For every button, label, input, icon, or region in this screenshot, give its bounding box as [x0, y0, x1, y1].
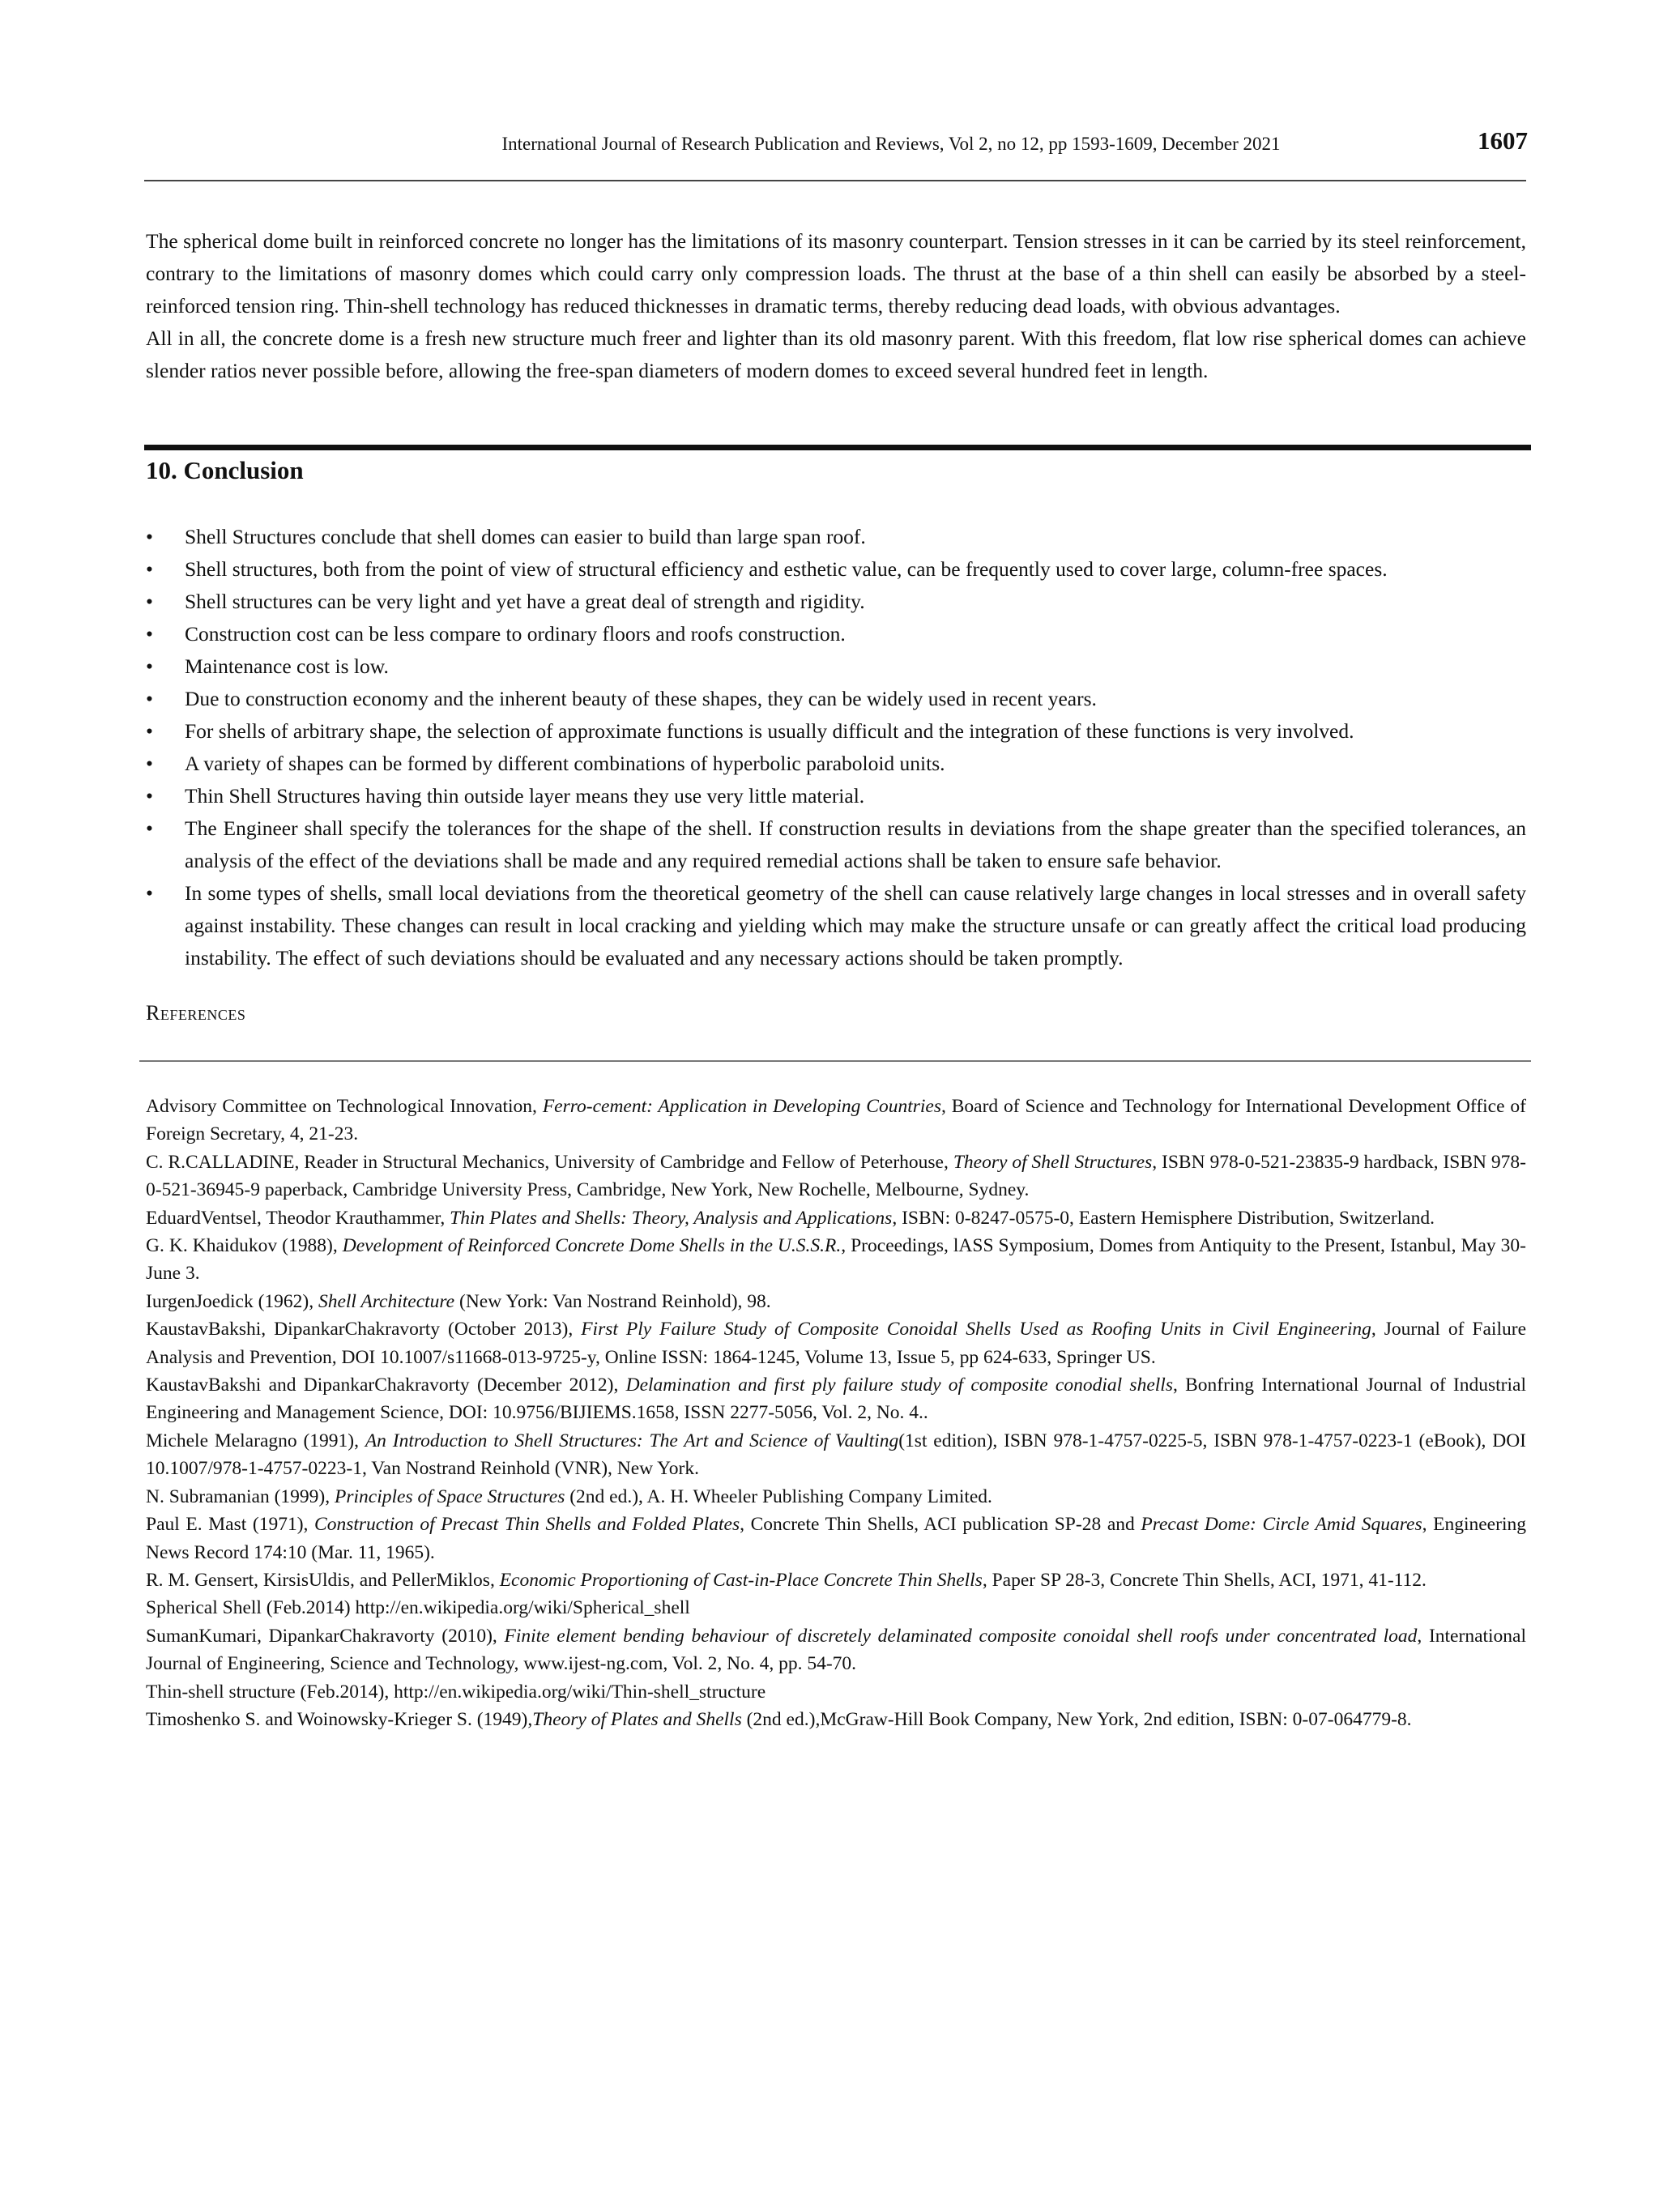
list-item	[146, 586, 1526, 618]
reference-title: Precast Dome: Circle Amid Squares	[1141, 1514, 1422, 1536]
list-item	[146, 683, 1526, 715]
reference-title: Principles of Space Structures	[335, 1485, 565, 1507]
reference-title: Development of Reinforced Concrete Dome Shells in the U.S.S.R.	[342, 1235, 842, 1257]
reference-title: Ferro-cement: Application in Developing Countries	[542, 1096, 941, 1117]
list-item-text: In some types of shells, small local deviations from the theoretical geometry of the shell can cause relatively large changes in local stresses and in overall safety against instability. These changes can result in local cracking and yielding which may make the structure unsafe or can greatly affect the critical load producing instability. The effect of such deviations should be evaluated and any necessary actions should be taken promptly.	[185, 881, 1526, 970]
list-item-text: Maintenance cost is low.	[185, 654, 389, 678]
reference-entry: Paul E. Mast (1971), Construction of Precast Thin Shells and Folded Plates, Concrete Thin Shells, ACI publication SP-28 and Precast Dome: Circle Amid Squares, Engineering News Record 174:10 (Mar. 11, 1965).	[146, 1514, 1526, 1563]
reference-entry: KaustavBakshi and DipankarChakravorty (December 2012), Delamination and first ply failure study of composite conodial shells, Bonfring International Journal of Industrial Engineering and Management Science, DOI: 10.9756/BIJIEMS.1658, ISSN 2277-5056, Vol. 2, No. 4..	[146, 1375, 1526, 1424]
reference-entry: SumanKumari, DipankarChakravorty (2010), Finite element bending behaviour of discretely delaminated composite conoidal shell roofs under concentrated load, International Journal of Engineering, Science and Technology, www.ijest-ng.com, Vol. 2, No. 4, pp. 54-70.	[146, 1625, 1527, 1675]
reference-entry: Advisory Committee on Technological Innovation, Ferro-cement: Application in Developing Countries, Board of Science and Technology for International Development Office of Foreign Secretary, 4, 21-23.	[146, 1096, 1526, 1145]
reference-title: First Ply Failure Study of Composite Conoidal Shells Used as Roofing Units in Civil Engineering	[581, 1319, 1371, 1340]
header-divider	[144, 180, 1526, 181]
list-item	[146, 748, 1526, 780]
intro-text	[146, 225, 1526, 387]
reference-entry: G. K. Khaidukov (1988), Development of Reinforced Concrete Dome Shells in the U.S.S.R., Proceedings, lASS Symposium, Domes from Antiquity to the Present, Istanbul, May 30-June 3.	[146, 1235, 1526, 1285]
list-item-text: Shell structures can be very light and yet have a great deal of strength and rigidity.	[185, 590, 865, 613]
bullet-icon: •	[146, 881, 153, 905]
list-item	[146, 521, 1526, 553]
references-divider	[139, 1060, 1531, 1062]
reference-title: Finite element bending behaviour of discretely delaminated composite conoidal shell roofs under concentrated load	[504, 1625, 1418, 1647]
section-heading-conclusion: 10. Conclusion	[146, 456, 304, 484]
intro-paragraph: All in all, the concrete dome is a fresh new structure much freer and lighter than its old masonry parent. With this freedom, flat low rise spherical domes can achieve slender ratios never possible before, allowing the free-span diameters of modern domes to exceed several hundred feet in length.	[146, 326, 1526, 382]
bullet-icon: •	[146, 590, 153, 613]
list-item-text: Thin Shell Structures having thin outside layer means they use very little material.	[185, 784, 865, 808]
bullet-icon: •	[146, 719, 153, 743]
list-item-text: The Engineer shall specify the tolerances for the shape of the shell. If construction results in deviations from the shape greater than the specified tolerances, an analysis of the effect of the deviations shall be made and any required remedial actions shall be taken to ensure safe behavior.	[185, 816, 1526, 872]
reference-title: An Introduction to Shell Structures: The Art and Science of Vaulting	[365, 1430, 899, 1451]
reference-entry: C. R.CALLADINE, Reader in Structural Mechanics, University of Cambridge and Fellow of Peterhouse, Theory of Shell Structures, ISBN 978-0-521-23835-9 hardback, ISBN 978-0-521-36945-9 paperback, Cambridge University Press, Cambridge, New York, New Rochelle, Melbourne, Sydney.	[146, 1151, 1527, 1201]
list-item	[146, 812, 1526, 877]
reference-entry: Spherical Shell (Feb.2014) http://en.wikipedia.org/wiki/Spherical_shell	[146, 1597, 690, 1619]
section-divider	[144, 445, 1531, 450]
reference-title: Shell Architecture	[318, 1290, 455, 1312]
bullet-icon: •	[146, 687, 153, 710]
references-list	[146, 1093, 1526, 1733]
page-number: 1607	[1478, 126, 1528, 155]
list-item-text: Shell Structures conclude that shell domes can easier to build than large span roof.	[185, 525, 866, 548]
reference-title: Economic Proportioning of Cast-in-Place Concrete Thin Shells	[499, 1569, 983, 1591]
conclusion-list	[146, 521, 1526, 974]
list-item	[146, 618, 1526, 650]
list-item-text: For shells of arbitrary shape, the selection of approximate functions is usually difficult and the integration of these functions is very involved.	[185, 719, 1354, 743]
reference-entry: EduardVentsel, Theodor Krauthammer, Thin Plates and Shells: Theory, Analysis and Applications, ISBN: 0-8247-0575-0, Eastern Hemisphere Distribution, Switzerland.	[146, 1207, 1435, 1229]
reference-title: Theory of Shell Structures	[953, 1151, 1153, 1173]
list-item-text: Due to construction economy and the inherent beauty of these shapes, they can be widely used in recent years.	[185, 687, 1097, 710]
reference-entry: R. M. Gensert, KirsisUldis, and PellerMiklos, Economic Proportioning of Cast-in-Place Concrete Thin Shells, Paper SP 28-3, Concrete Thin Shells, ACI, 1971, 41-112.	[146, 1569, 1427, 1591]
list-item	[146, 553, 1526, 586]
bullet-icon: •	[146, 752, 153, 775]
reference-title: Theory of Plates and Shells	[532, 1708, 742, 1730]
reference-entry: N. Subramanian (1999), Principles of Space Structures (2nd ed.), A. H. Wheeler Publishing Company Limited.	[146, 1485, 992, 1507]
list-item-text: Shell structures, both from the point of view of structural efficiency and esthetic value, can be frequently used to cover large, column-free spaces.	[185, 557, 1388, 581]
list-item	[146, 877, 1526, 974]
intro-paragraph: The spherical dome built in reinforced concrete no longer has the limitations of its masonry counterpart. Tension stresses in it can be carried by its steel reinforcement, contrary to the limitations of masonry domes which could carry only compression loads. The thrust at the base of a thin shell can easily be absorbed by a steel-reinforced tension ring. Thin-shell technology has reduced thicknesses in dramatic terms, thereby reducing dead loads, with obvious advantages.	[146, 229, 1526, 318]
reference-title: Delamination and first ply failure study of composite conodial shells	[625, 1375, 1173, 1396]
list-item	[146, 650, 1526, 683]
references-heading: References	[146, 1001, 246, 1025]
bullet-icon: •	[146, 557, 153, 581]
list-item	[146, 715, 1526, 748]
reference-entry: Thin-shell structure (Feb.2014), http://en.wikipedia.org/wiki/Thin-shell_structure	[146, 1681, 766, 1703]
bullet-icon: •	[146, 525, 153, 548]
bullet-icon: •	[146, 622, 153, 646]
reference-entry: Michele Melaragno (1991), An Introduction to Shell Structures: The Art and Science of Vaulting(1st edition), ISBN 978-1-4757-0225-5, ISBN 978-1-4757-0223-1 (eBook), DOI 10.1007/978-1-4757-0223-1, Van Nostrand Reinhold (VNR), New York.	[146, 1430, 1526, 1480]
list-item-text: Construction cost can be less compare to ordinary floors and roofs construction.	[185, 622, 846, 646]
running-header: International Journal of Research Publication and Reviews, Vol 2, no 12, pp 1593-1609, December 2021	[501, 134, 1281, 154]
reference-entry: Timoshenko S. and Woinowsky-Krieger S. (1949),Theory of Plates and Shells (2nd ed.),McGraw-Hill Book Company, New York, 2nd edition, ISBN: 0-07-064779-8.	[146, 1708, 1412, 1730]
list-item	[146, 780, 1526, 812]
bullet-icon: •	[146, 654, 153, 678]
bullet-icon: •	[146, 784, 153, 808]
reference-entry: KaustavBakshi, DipankarChakravorty (October 2013), First Ply Failure Study of Composite Conoidal Shells Used as Roofing Units in Civil Engineering, Journal of Failure Analysis and Prevention, DOI 10.1007/s11668-013-9725-y, Online ISSN: 1864-1245, Volume 13, Issue 5, pp 624-633, Springer US.	[146, 1319, 1526, 1368]
reference-title: Thin Plates and Shells: Theory, Analysis and Applications	[450, 1207, 893, 1229]
bullet-icon: •	[146, 816, 153, 840]
list-item-text: A variety of shapes can be formed by different combinations of hyperbolic paraboloid units.	[185, 752, 945, 775]
reference-title: Construction of Precast Thin Shells and Folded Plates	[314, 1514, 740, 1536]
reference-entry: IurgenJoedick (1962), Shell Architecture (New York: Van Nostrand Reinhold), 98.	[146, 1290, 771, 1312]
